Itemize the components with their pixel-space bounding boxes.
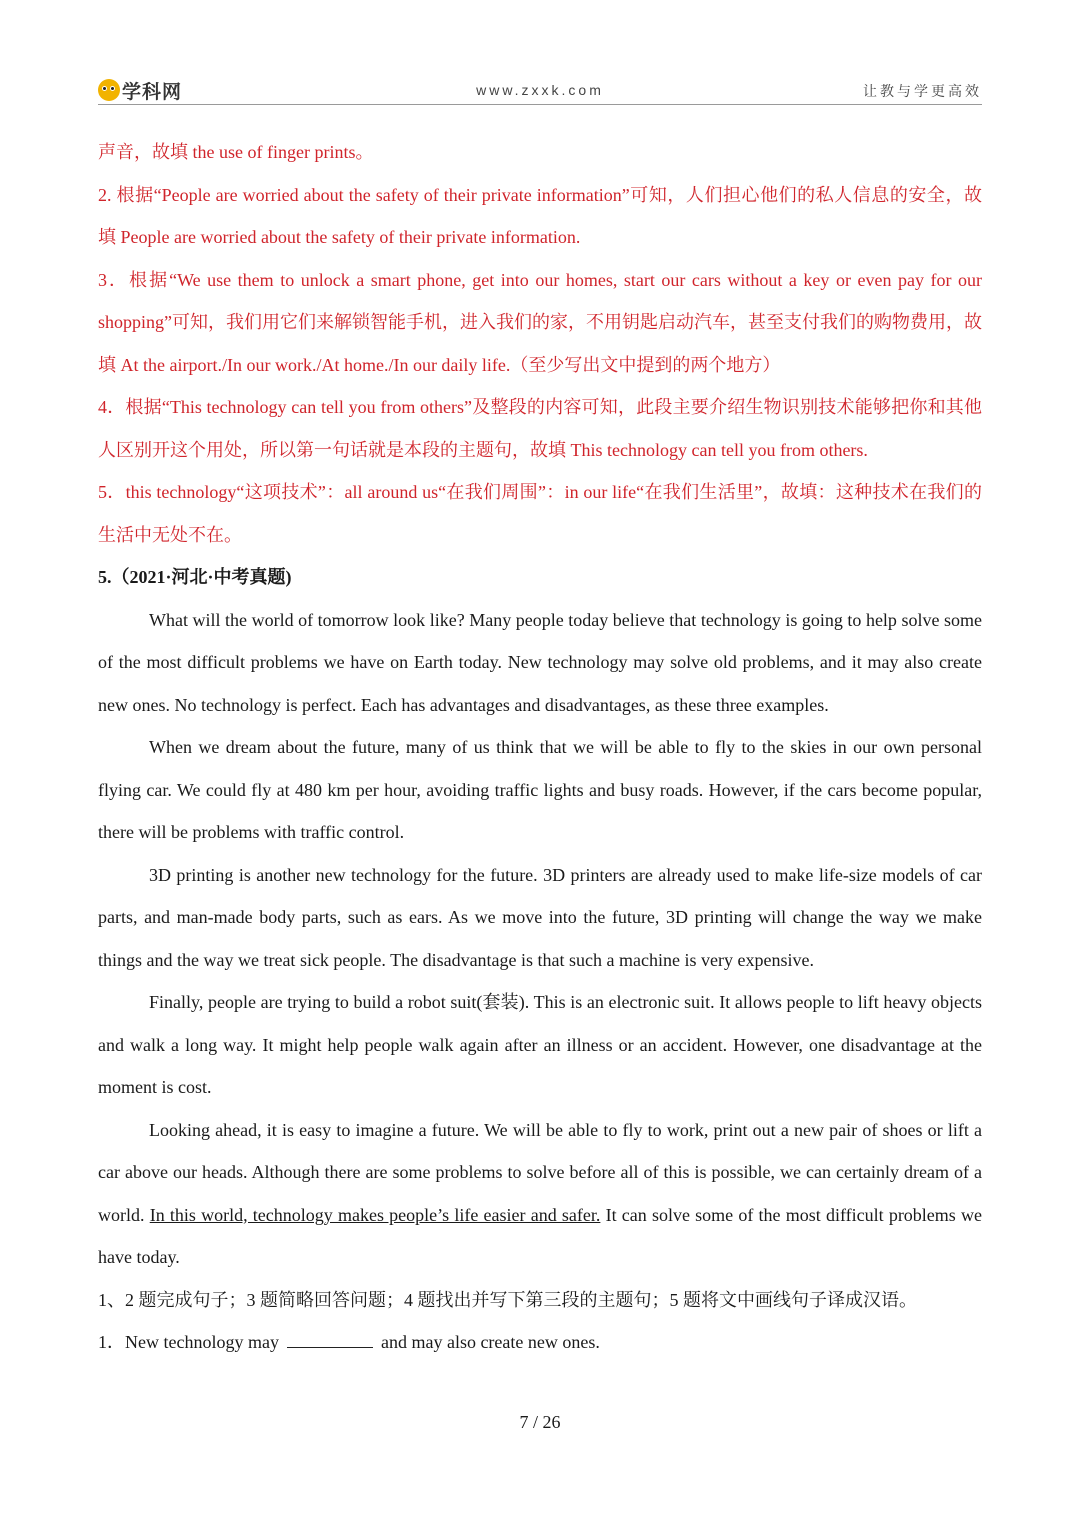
underlined-sentence: In this world, technology makes people’s life easier and safer. xyxy=(149,1204,601,1225)
answer-3: 3．根据“We use them to unlock a smart phone, get into our homes, start our cars without a key or even pay for our shopping”可知，我们用它们来解锁智能手机，进入我们的家，不用钥匙启动汽车，甚至支付我们的购物费用，故填 At the airport./In our work./At home./In our daily life.（至少写出文中提到的两个地方） xyxy=(98,269,982,375)
page-header xyxy=(98,76,982,105)
page-content xyxy=(98,131,982,1364)
answer-5: 5．this technology“这项技术”：all around us“在我们周围”：in our life“在我们生活里”，故填：这种技术在我们的生活中无处不在。 xyxy=(98,482,982,545)
logo-text: 学科网 xyxy=(122,81,183,103)
passage-paragraph-5 xyxy=(98,1109,982,1279)
passage-paragraph-2: When we dream about the future, many of us think that we will be able to fly to the skies in our own personal flying car. We could fly at 480 km per hour, avoiding traffic lights and busy roads. However, if the cars become popular, there will be problems with traffic control. xyxy=(98,737,982,842)
answer-blank[interactable] xyxy=(287,1329,373,1348)
header-slogan: 让教与学更高效 xyxy=(863,84,982,100)
p5-text-before: Looking ahead, it is easy to imagine a future. We will be able to fly to work, print out a new pair of shoes or lift a car above our heads. Although there are some problems to solve before all of this is possible, we can certainly dream of a world. xyxy=(98,1119,982,1225)
passage-paragraph-3: 3D printing is another new technology for the future. 3D printers are already used to make life-size models of car parts, and man-made body parts, such as ears. As we move into the future, 3D printing will change the way we make things and the way we treat sick people. The disadvantage is that such a machine is very expensive. xyxy=(98,864,982,970)
passage-paragraph-4: Finally, people are trying to build a robot suit(套装). This is an electronic suit. It allows people to lift heavy objects and walk a long way. It might help people walk again after an illness or an accident. However, one disadvantage at the moment is cost. xyxy=(98,992,982,1097)
answer-4: 4．根据“This technology can tell you from others”及整段的内容可知，此段主要介绍生物识别技术能够把你和其他人区别开这个用处，所以第一句话就是本段的主题句，故填 This technology can tell you from others. xyxy=(98,397,982,460)
q1-text-after: and may also create new ones. xyxy=(380,1332,600,1352)
site-url: www.zxxk.com xyxy=(476,82,604,98)
question-1 xyxy=(98,1321,982,1364)
answer-continuation: 声音，故填 the use of finger prints。 xyxy=(98,142,374,162)
instructions: 1、2 题完成句子；3 题简略回答问题；4 题找出并写下第三段的主题句；5 题将文中画线句子译成汉语。 xyxy=(98,1289,917,1310)
p5-text-after: It can solve some of the most difficult problems we have today. xyxy=(98,1204,982,1267)
page-number: 7 / 26 xyxy=(519,1412,561,1432)
question-title: 5.（2021·河北·中考真题) xyxy=(98,567,292,587)
passage-paragraph-1: What will the world of tomorrow look like? Many people today believe that technology is going to help solve some of the most difficult problems we have on Earth today. New technology may solve old problems, and it may also create new ones. No technology is perfect. Each has advantages and disadvantages, as these three examples. xyxy=(98,609,982,715)
q1-text-before: 1．New technology may xyxy=(98,1332,279,1352)
answer-2: 2. 根据“People are worried about the safety of their private information”可知，人们担心他们的私人信息的安全，故填 People are worried about the safety of their private information. xyxy=(98,184,982,247)
